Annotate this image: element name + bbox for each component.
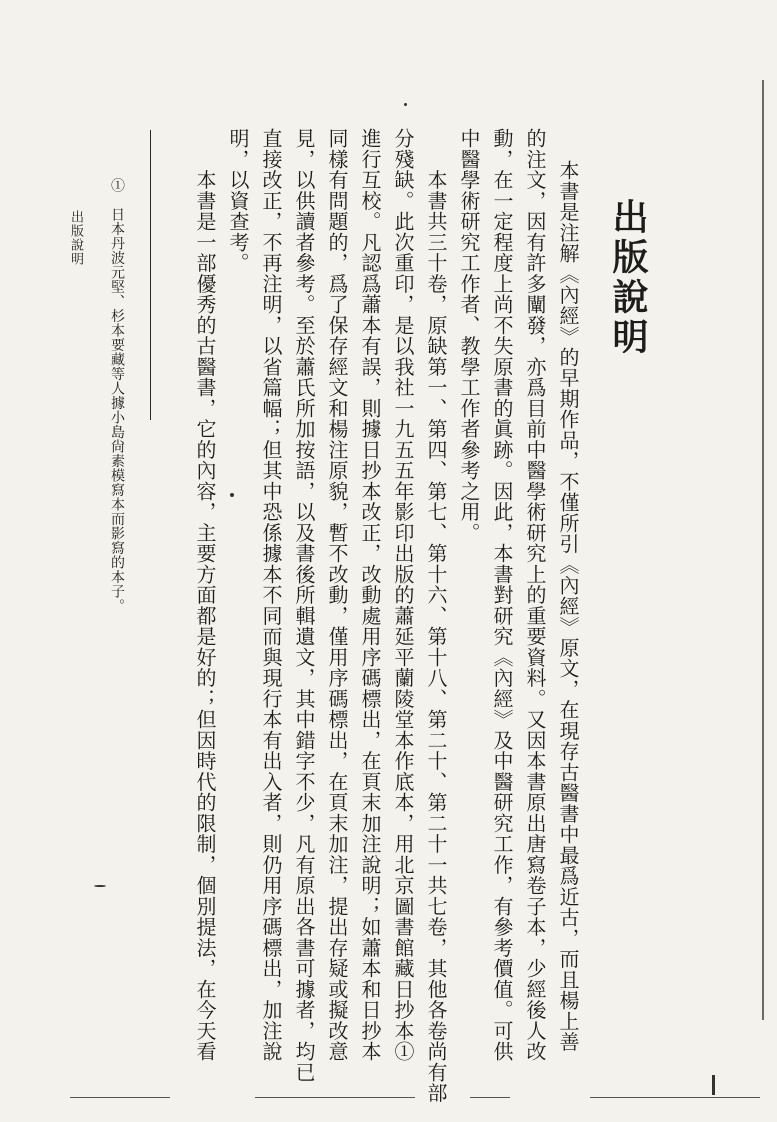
body-column-11: 明，以資查考。 <box>226 128 250 274</box>
scan-speck <box>712 1075 715 1095</box>
body-column-12: 本書是一部優秀的古醫書，它的內容，主要方面都是好的；但因時代的限制，個別提法，在今天看 <box>193 128 217 1062</box>
body-column-8: 同樣有問題的，爲了保存經文和楊注原貌，暫不改動，僅用序碼標出，在頁末加注，提出存疑或擬改意 <box>325 128 349 1062</box>
scan-mark <box>70 1097 170 1098</box>
scan-mark <box>255 1097 415 1098</box>
footnote: ① 日本丹波元堅、杉本要藏等人據小島尙素模寫本而影寫的本子。 <box>109 178 125 613</box>
body-column-7: 進行互校。凡認爲蕭本有誤，則據日抄本改正，改動處用序碼標出，在頁末加注說明；如蕭本和日抄本 <box>358 128 382 1062</box>
page-edge <box>762 80 764 1020</box>
scan-speck <box>94 885 106 887</box>
body-column-1: 本書是注解《內經》的早期作品，不僅所引《內經》原文，在現存古醫書中最爲近古，而且楊上善 <box>556 160 580 1053</box>
running-head: 出版說明 <box>68 210 83 266</box>
body-column-5: 本書共三十卷，原缺第一、第四、第七、第十六、第十八、第二十、第二十一共七卷，其他各卷尚有部 <box>424 128 448 1104</box>
scan-mark <box>590 1097 760 1098</box>
body-column-10: 直接改正，不再注明，以省篇幅；但其中恐係據本不同而與現行本有出入者，則仍用序碼標出，加注說 <box>259 128 283 1062</box>
body-column-3: 動，在一定程度上尚不失原書的眞跡。因此，本書對研究《內經》及中醫研究工作，有參考價值。可供 <box>490 128 514 1062</box>
body-column-4: 中醫學術研究工作者、教學工作者參考之用。 <box>457 128 481 543</box>
body-column-2: 的注文，因有許多闡發，亦爲目前中醫學術研究上的重要資料。又因本書原出唐寫卷子本，少經後人改 <box>523 128 547 1062</box>
scan-speck <box>404 103 407 106</box>
body-column-9: 見，以供讀者參考。至於蕭氏所加按語，以及書後所輯遺文，其中錯字不少，凡有原出各書可據者，均已 <box>292 128 316 1083</box>
scan-speck <box>230 493 234 497</box>
footnote-divider <box>150 130 151 420</box>
page-title: 出版說明 <box>607 198 649 358</box>
body-column-6: 分殘缺。此次重印，是以我社一九五五年影印出版的蕭延平蘭陵堂本作底本，用北京圖書館藏日抄本① <box>391 128 415 1062</box>
scan-mark <box>470 1097 510 1098</box>
